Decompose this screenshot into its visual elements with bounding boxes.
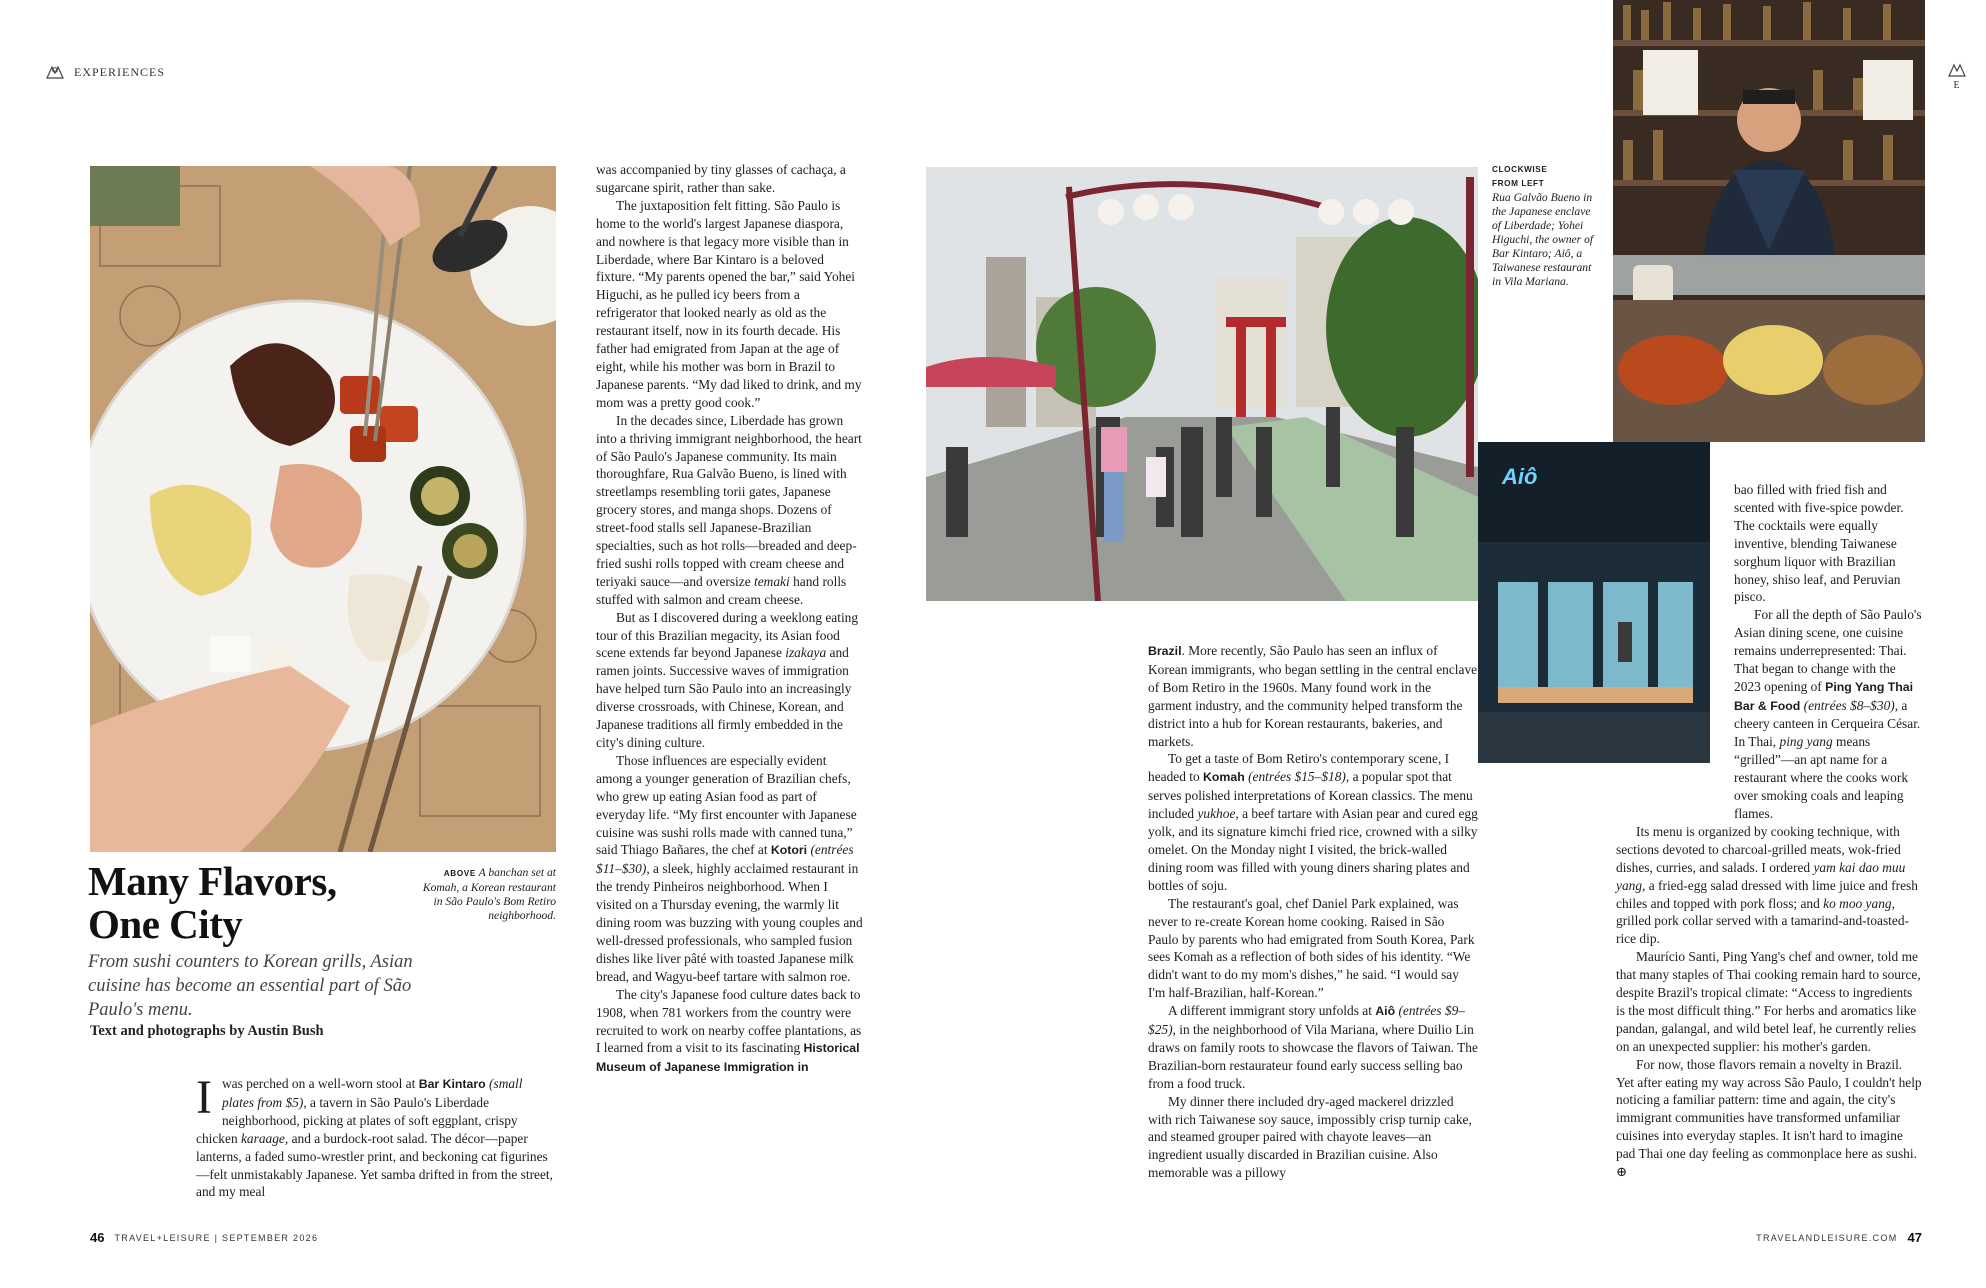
paragraph: Brazil. More recently, São Paulo has seen an influx of Korean immigrants, who began settling in the central enclave of Bom Retiro in the 1960s. Many found work in the garment industry, and the community helped transform the district into a hub for Korean restaurants, bakeries, and markets.: [1148, 643, 1478, 749]
street-photo: [926, 167, 1478, 601]
caption-label: FROM LEFT: [1492, 179, 1545, 188]
right-caption: [1492, 163, 1596, 289]
dek: From sushi counters to Korean grills, Asian cuisine has become an essential part of São Paulo's menu.: [88, 952, 413, 1020]
paragraph: The restaurant's goal, chef Daniel Park explained, was never to re-create Korean home cooking. Raised in São Paulo by parents who had emigrated from South Korea, Park sees Komah as a reflection of both sides of his identity. “We didn't want to do my mom's dishes,” he said. “I would say I'm half-Brazilian, half-Korean.”: [1148, 895, 1475, 1001]
street-illustration: [926, 167, 1478, 601]
footer-left: [90, 1230, 318, 1245]
column-4: [1616, 606, 1922, 1181]
aio-sign: Aiô: [1502, 464, 1538, 489]
paragraph: Iwas perched on a well-worn stool at Bar Kintaro (small plates from $5), a tavern in São Paulo's Liberdade neighborhood, picking at plates of soft eggplant, crispy chicken karaage, and a burdock-root salad. The décor—paper lanterns, a faded sumo-wrestler print, and beckoning cat figurines—felt unmistakably Japanese. Yet samba drifted in from the street, and my meal: [196, 1071, 553, 1200]
paragraph: was accompanied by tiny glasses of cachaça, a sugarcane spirit, rather than sake.: [596, 162, 846, 195]
tl-logo-icon: [46, 64, 64, 80]
footer-right: [1756, 1230, 1922, 1245]
page-number: 47: [1907, 1230, 1922, 1245]
paragraph: The city's Japanese food culture dates back to 1908, when 781 workers from the country were recruited to work on nearby coffee plantations, as I learned from a visit to its fascinating Historical Museum of Japanese Immigration in: [596, 986, 862, 1075]
paragraph: A different immigrant story unfolds at Aiô (entrées $9–$25), in the neighborhood of Vila Mariana, where Duilio Lin draws on family roots to showcase the flavors of Taiwan. The Brazilian-born restaurateur found early success selling bao from a food truck.: [1148, 1003, 1478, 1091]
end-mark-icon: ⊕: [1616, 1164, 1628, 1180]
caption-label: CLOCKWISE: [1492, 165, 1548, 174]
column-3: [1148, 642, 1478, 1182]
paragraph: bao filled with fried fish and scented with five-spice powder. The cocktails were equally inventive, blending Taiwanese sorghum liquor with Brazilian honey, shiso leaf, and Peruvian pisco.: [1734, 482, 1904, 605]
food-photo: [90, 166, 556, 852]
section-header: [46, 64, 165, 80]
bar-photo: [1613, 0, 1925, 442]
paragraph: For now, those flavors remain a novelty in Brazil. Yet after eating my way across São Paulo, I couldn't help noticing a familiar pattern: time and again, the city's immigrant communities have transformed unfamiliar cuisines into everyday staples. It isn't hard to imagine pad Thai one day feeling as commonplace here as sushi. ⊕: [1616, 1056, 1922, 1180]
paragraph: But as I discovered during a weeklong eating tour of this Brazilian megacity, its Asian food scene extends far beyond Japanese izakaya and ramen joints. Successive waves of immigration have helped turn São Paulo into an increasingly diverse crossroads, with Chinese, Korean, and Japanese traditions all firmly embedded in the city's dining culture.: [596, 609, 859, 750]
footer-publication: TRAVEL+LEISURE | SEPTEMBER 2026: [114, 1232, 319, 1243]
paragraph: Maurício Santi, Ping Yang's chef and owner, told me that many staples of Thai cooking remain hard to source, despite Brazil's tropical climate: “Access to ingredients is the most difficult thing.” For herbs and aromatics like pandan, galangal, and wild betel leaf, he currently relies on an unexpected supplier: his mother's garden.: [1616, 949, 1921, 1054]
section-header-right: [1948, 62, 1966, 91]
bar-illustration: [1613, 0, 1925, 442]
byline: Text and photographs by Austin Bush: [90, 1023, 324, 1039]
paragraph: My dinner there included dry-aged mackerel drizzled with rich Taiwanese soy sauce, impossibly crisp turnip cake, and steamed grouper paired with chayote leaves—an ingredient usually discarded in Brazilian cuisine. Also memorable was a pillowy: [1148, 1093, 1472, 1181]
column-1: [196, 1071, 556, 1201]
paragraph: Those influences are especially evident among a younger generation of Brazilian chefs, who grew up eating Asian food as part of everyday life. “My first encounter with Japanese cuisine was sushi rolls made with canned tuna,” said Thiago Bañares, the chef at Kotori (entrées $11–$30), a sleek, highly acclaimed restaurant in the trendy Pinheiros neighborhood. When I visited on a Thursday evening, the warmly lit dining room was buzzing with young couples and well-dressed professionals, who sampled fusion dishes like liver pâté with toasted Japanese milk bread, and Wagyu-beef tartare with salmon roe.: [596, 752, 863, 984]
section-label: EXPERIENCES: [74, 64, 166, 79]
column-2: [596, 161, 864, 1077]
paragraph: To get a taste of Bom Retiro's contemporary scene, I headed to Komah (entrées $15–$18), a popular spot that serves polished interpretations of Korean classics. The menu included yukhoe, a beef tartare with Asian pear and cured egg yolk, and its signature kimchi fried rice, crowned with a silky omelet. On the Monday night I visited, the brick-walled dining room was filled with young diners sharing plates and bottles of soju.: [1148, 751, 1478, 893]
caption-label: ABOVE: [443, 869, 476, 878]
column-4-top: [1734, 481, 1920, 606]
caption-text: Rua Galvão Bueno in the Japanese enclave of Liberdade; Yohei Higuchi, the owner of Bar Kintaro; Aiô, a Taiwanese restaurant in Vila Mariana.: [1492, 191, 1594, 288]
banchan-illustration: [90, 166, 556, 852]
paragraph: For all the depth of São Paulo's Asian dining scene, one cuisine remains underrepresented: Thai. That began to change with the 2023 opening of Ping Yang Thai Bar & Food (entrées $8–$30), a cheery canteen in Cerqueira César. In Thai, ping yang means “grilled”—an apt name for a restaurant where the cooks work over smoking coals and leaping flames.: [1734, 607, 1922, 821]
footer-website: TRAVELANDLEISURE.COM: [1756, 1232, 1898, 1243]
caption-text: A banchan set at Komah, a Korean restaurant in São Paulo's Bom Retiro neighborhood.: [422, 866, 556, 922]
page-number: 46: [90, 1230, 105, 1245]
paragraph: In the decades since, Liberdade has grown into a thriving immigrant neighborhood, the heart of São Paulo's Japanese community. Its main thoroughfare, Rua Galvão Bueno, is lined with streetlamps resembling torii gates, Japanese grocery stores, and manga shops. Dozens of street-food stalls sell Japanese-Brazilian specialties, such as hot rolls—breaded and deep-fried sushi rolls topped with cream cheese and teriyaki sauce—and oversize temaki hand rolls stuffed with salmon and cream cheese.: [596, 412, 862, 607]
drop-cap: I: [196, 1071, 212, 1124]
section-letter: E: [1953, 80, 1961, 91]
headline: Many Flavors, One City: [88, 858, 337, 947]
paragraph: The juxtaposition felt fitting. São Paulo is home to the world's largest Japanese diaspora, and nowhere is that legacy more visible than in Liberdade, where Bar Kintaro is a beloved fixture. “My parents opened the bar,” said Yohei Higuchi, as he pulled icy beers from a refrigerator that looked nearly as old as the restaurant itself, now in its fourth decade. His father had emigrated from Japan at the age of eight, while his mother was born in Brazil to Japanese parents. “My dad liked to drink, and my mom was a pretty good cook.”: [596, 197, 862, 410]
tl-logo-icon: [1948, 62, 1966, 78]
paragraph: Its menu is organized by cooking technique, with sections devoted to charcoal-grilled meats, wok-fried dishes, curries, and salads. I ordered yam kai dao muu yang, a fried-egg salad dressed with lime juice and fresh chiles and topped with pork floss; and ko moo yang, grilled pork collar served with a tamarind-and-toasted-rice dip.: [1616, 823, 1918, 947]
